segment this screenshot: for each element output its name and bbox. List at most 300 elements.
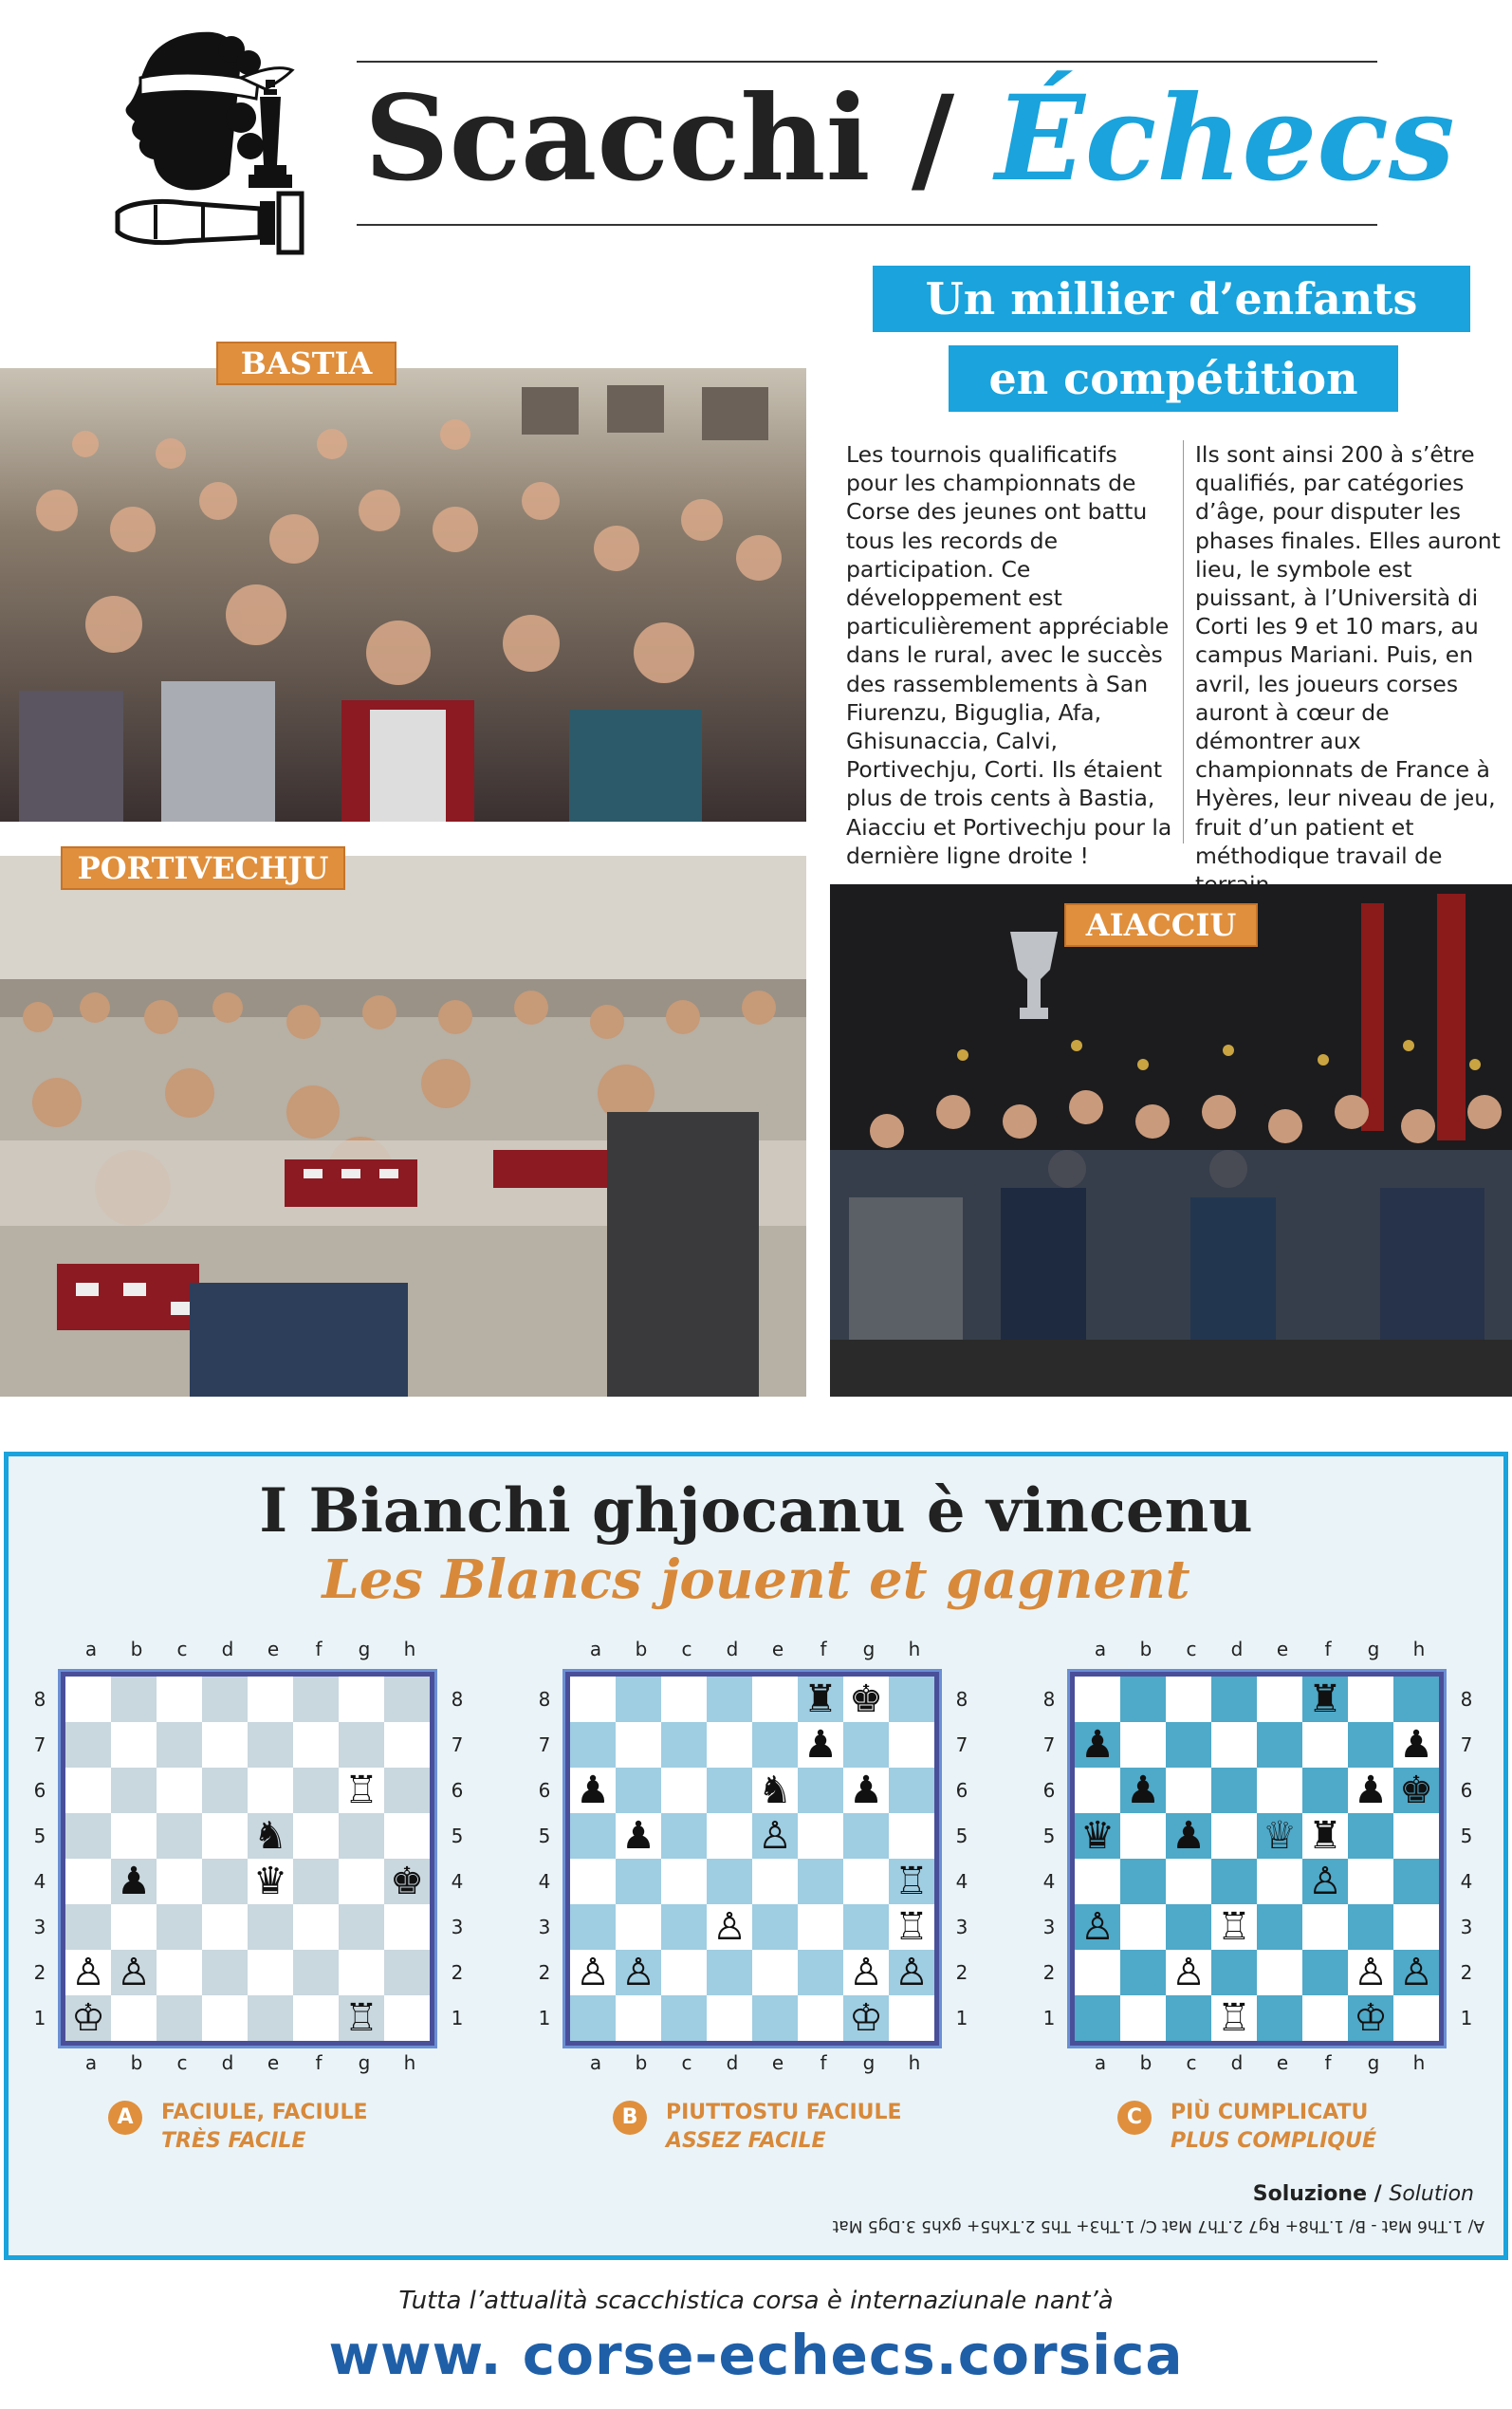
board-square: [339, 1813, 384, 1859]
solution-text-upside-down: A/ 1.Th6 Mat - B/ 1.Th8+ Rg7 2.Th7 Mat C/ 1.Th3+ Th5 2.Txh5+ gxh5 3.Dg5 Mat: [832, 2216, 1484, 2235]
chess-piece-f7: ♟: [798, 1722, 843, 1768]
board-square: [1120, 1950, 1166, 1995]
board-square: [1120, 1995, 1166, 2041]
solution-title-italic: Solution: [1389, 2182, 1474, 2206]
aiacciu-trophies-image: [830, 884, 1512, 1397]
chess-piece-e5: ♕: [1257, 1813, 1302, 1859]
board-square: [1120, 1677, 1166, 1722]
file-label: e: [267, 1638, 280, 1660]
rank-label: 1: [33, 2007, 46, 2029]
board-square: [339, 1722, 384, 1768]
file-label: d: [221, 1638, 234, 1660]
board-square: [248, 1904, 293, 1950]
chess-piece-a2: ♙: [65, 1950, 111, 1995]
board-square: [707, 1677, 752, 1722]
board-square: [293, 1995, 339, 2041]
board-square: [157, 1950, 202, 1995]
rank-label: 2: [451, 1961, 464, 1984]
chess-piece-c5: ♟: [1166, 1813, 1211, 1859]
chess-piece-e5: ♞: [248, 1813, 293, 1859]
board-square: [202, 1904, 248, 1950]
rank-label: 4: [33, 1870, 46, 1893]
title-italian: Scacchi /: [364, 70, 955, 208]
board-square: [202, 1677, 248, 1722]
rank-label: 1: [955, 2007, 968, 2029]
rank-label: 8: [1042, 1688, 1056, 1711]
puzzle-subtitle: Les Blancs jouent et gagnent: [322, 1548, 1190, 1611]
file-label: b: [1139, 1638, 1152, 1660]
file-label: b: [130, 2051, 143, 2074]
board-square: [889, 1722, 934, 1768]
rank-label: 6: [1042, 1779, 1056, 1802]
column-divider: [1183, 440, 1184, 843]
difficulty-french: PLUS COMPLIQUÉ: [1171, 2129, 1376, 2153]
board-square: [707, 1722, 752, 1768]
file-label: b: [635, 1638, 648, 1660]
file-label: g: [358, 2051, 371, 2074]
board-square: [1393, 1677, 1439, 1722]
difficulty-badge: C: [1117, 2101, 1152, 2135]
file-label: g: [1367, 2051, 1380, 2074]
board-square: [293, 1768, 339, 1813]
board-square: [248, 1722, 293, 1768]
rank-label: 5: [1460, 1825, 1473, 1847]
board-square: [157, 1722, 202, 1768]
board-square: [339, 1950, 384, 1995]
file-label: d: [1230, 2051, 1244, 2074]
photo-portivechju: [0, 856, 806, 1397]
chess-piece-g6: ♟: [1348, 1768, 1393, 1813]
file-label: g: [862, 2051, 876, 2074]
board-square: [339, 1904, 384, 1950]
rank-label: 1: [451, 2007, 464, 2029]
board-square: [889, 1813, 934, 1859]
board-square: [293, 1677, 339, 1722]
board-square: [202, 1859, 248, 1904]
chess-piece-h2: ♙: [889, 1950, 934, 1995]
board-square: [798, 1995, 843, 2041]
board-square: [843, 1722, 889, 1768]
board-square: [111, 1677, 157, 1722]
board-square: [1211, 1677, 1257, 1722]
file-label: d: [726, 2051, 739, 2074]
rank-label: 6: [955, 1779, 968, 1802]
file-label: g: [358, 1638, 371, 1660]
chess-piece-f8: ♜: [1302, 1677, 1348, 1722]
board-square: [1120, 1813, 1166, 1859]
difficulty-italian: PIUTTOSTU FACIULE: [666, 2101, 902, 2124]
board-square: [1075, 1859, 1120, 1904]
board-square: [1166, 1995, 1211, 2041]
chess-piece-g1: ♖: [339, 1995, 384, 2041]
board-square: [843, 1813, 889, 1859]
board-square: [661, 1677, 707, 1722]
board-square: [384, 1950, 430, 1995]
board-square: [570, 1722, 616, 1768]
board-square: [1075, 1995, 1120, 2041]
rank-label: 4: [955, 1870, 968, 1893]
board-square: [661, 1995, 707, 2041]
board-square: [1166, 1904, 1211, 1950]
rank-label: 6: [33, 1779, 46, 1802]
rank-label: 2: [1042, 1961, 1056, 1984]
board-square: [1166, 1722, 1211, 1768]
rank-label: 8: [1460, 1688, 1473, 1711]
file-label: a: [1094, 2051, 1107, 2074]
board-square: [384, 1995, 430, 2041]
file-label: f: [315, 2051, 323, 2074]
footer-website-link[interactable]: www. corse-echecs.corsica: [328, 2323, 1184, 2387]
board-square: [616, 1768, 661, 1813]
chess-piece-a5: ♛: [1075, 1813, 1120, 1859]
board-square: [339, 1859, 384, 1904]
chess-piece-b5: ♟: [616, 1813, 661, 1859]
rank-label: 2: [955, 1961, 968, 1984]
file-label: h: [403, 1638, 416, 1660]
board-square: [1166, 1859, 1211, 1904]
board-square: [65, 1859, 111, 1904]
rank-label: 5: [955, 1825, 968, 1847]
chess-piece-g1: ♔: [1348, 1995, 1393, 2041]
board-square: [1302, 1995, 1348, 2041]
rank-label: 6: [1460, 1779, 1473, 1802]
chess-piece-g2: ♙: [1348, 1950, 1393, 1995]
file-label: h: [1412, 2051, 1426, 2074]
rank-label: 8: [451, 1688, 464, 1711]
board-square: [1348, 1722, 1393, 1768]
file-label: c: [681, 2051, 692, 2074]
corsica-chess-logo: [99, 23, 319, 258]
board-square: [157, 1859, 202, 1904]
bastia-crowd-image: [0, 368, 806, 822]
chess-piece-d3: ♖: [1211, 1904, 1257, 1950]
chess-piece-d1: ♖: [1211, 1995, 1257, 2041]
board-square: [843, 1904, 889, 1950]
file-label: c: [681, 1638, 692, 1660]
board-square: [1393, 1995, 1439, 2041]
board-square: [1257, 1950, 1302, 1995]
file-label: b: [635, 2051, 648, 2074]
file-label: h: [1412, 1638, 1426, 1660]
chess-piece-a6: ♟: [570, 1768, 616, 1813]
chess-piece-a7: ♟: [1075, 1722, 1120, 1768]
tag-bastia: BASTIA: [216, 342, 396, 385]
board-square: [707, 1768, 752, 1813]
board-square: [111, 1995, 157, 2041]
board-square: [1211, 1813, 1257, 1859]
rank-label: 6: [538, 1779, 551, 1802]
chess-piece-g1: ♔: [843, 1995, 889, 2041]
rank-label: 5: [538, 1825, 551, 1847]
board-square: [65, 1768, 111, 1813]
difficulty-french: ASSEZ FACILE: [666, 2129, 826, 2153]
puzzle-title: I Bianchi ghjocanu è vincenu: [259, 1475, 1253, 1547]
board-square: [1348, 1813, 1393, 1859]
rank-label: 1: [538, 2007, 551, 2029]
board-square: [248, 1950, 293, 1995]
board-square: [707, 1859, 752, 1904]
board-square: [798, 1859, 843, 1904]
difficulty-french: TRÈS FACILE: [161, 2129, 306, 2153]
board-square: [752, 1722, 798, 1768]
chess-piece-b2: ♙: [111, 1950, 157, 1995]
board-square: [248, 1995, 293, 2041]
board-square: [1166, 1677, 1211, 1722]
chess-piece-g8: ♚: [843, 1677, 889, 1722]
board-square: [157, 1768, 202, 1813]
board-square: [202, 1813, 248, 1859]
board-square: [707, 1950, 752, 1995]
chess-piece-b4: ♟: [111, 1859, 157, 1904]
board-square: [1075, 1677, 1120, 1722]
file-label: g: [1367, 1638, 1380, 1660]
rank-label: 7: [955, 1733, 968, 1756]
chess-piece-g6: ♖: [339, 1768, 384, 1813]
board-square: [661, 1904, 707, 1950]
board-square: [707, 1813, 752, 1859]
rank-label: 5: [1042, 1825, 1056, 1847]
board-square: [616, 1722, 661, 1768]
chess-piece-f5: ♜: [1302, 1813, 1348, 1859]
board-square: [202, 1995, 248, 2041]
chess-piece-f4: ♙: [1302, 1859, 1348, 1904]
board-square: [384, 1677, 430, 1722]
file-label: f: [315, 1638, 323, 1660]
board-square: [570, 1904, 616, 1950]
board-square: [293, 1950, 339, 1995]
file-label: e: [771, 2051, 784, 2074]
file-label: f: [1324, 2051, 1332, 2074]
file-label: b: [130, 1638, 143, 1660]
portivechju-tournament-image: [0, 856, 806, 1397]
board-square: [616, 1904, 661, 1950]
board-square: [1075, 1950, 1120, 1995]
rank-label: 7: [451, 1733, 464, 1756]
chess-board-a: [61, 1672, 434, 2046]
rank-label: 3: [955, 1916, 968, 1938]
page-title: [364, 68, 1455, 211]
difficulty-italian: PIÙ CUMPLICATU: [1171, 2101, 1369, 2124]
rank-label: 1: [1042, 2007, 1056, 2029]
file-label: c: [1186, 1638, 1197, 1660]
board-square: [1257, 1995, 1302, 2041]
file-label: a: [84, 2051, 98, 2074]
board-square: [1211, 1722, 1257, 1768]
rank-label: 3: [1460, 1916, 1473, 1938]
board-square: [1302, 1950, 1348, 1995]
moor-head-chess-icon: [99, 23, 319, 258]
file-label: e: [771, 1638, 784, 1660]
board-square: [202, 1722, 248, 1768]
board-square: [65, 1813, 111, 1859]
file-label: h: [403, 2051, 416, 2074]
rank-label: 7: [538, 1733, 551, 1756]
rank-label: 2: [538, 1961, 551, 1984]
board-square: [661, 1859, 707, 1904]
board-square: [707, 1995, 752, 2041]
chess-piece-g2: ♙: [843, 1950, 889, 1995]
chess-board-b: [565, 1672, 939, 2046]
rank-label: 8: [955, 1688, 968, 1711]
board-square: [752, 1904, 798, 1950]
file-label: e: [1276, 1638, 1289, 1660]
board-square: [1211, 1859, 1257, 1904]
rank-label: 5: [33, 1825, 46, 1847]
board-square: [616, 1677, 661, 1722]
rank-label: 8: [33, 1688, 46, 1711]
file-label: d: [726, 1638, 739, 1660]
board-square: [1257, 1768, 1302, 1813]
rank-label: 3: [451, 1916, 464, 1938]
board-square: [889, 1995, 934, 2041]
board-square: [1120, 1722, 1166, 1768]
rank-label: 1: [1460, 2007, 1473, 2029]
board-square: [1348, 1859, 1393, 1904]
chess-piece-g6: ♟: [843, 1768, 889, 1813]
board-square: [570, 1995, 616, 2041]
chess-piece-h4: ♖: [889, 1859, 934, 1904]
file-label: h: [908, 1638, 921, 1660]
rank-label: 7: [1460, 1733, 1473, 1756]
board-square: [384, 1768, 430, 1813]
board-square: [1302, 1722, 1348, 1768]
board-square: [1302, 1768, 1348, 1813]
file-label: d: [221, 2051, 234, 2074]
rank-label: 3: [33, 1916, 46, 1938]
file-label: b: [1139, 2051, 1152, 2074]
file-label: a: [589, 2051, 602, 2074]
board-square: [889, 1768, 934, 1813]
board-square: [202, 1950, 248, 1995]
board-square: [157, 1904, 202, 1950]
board-square: [1257, 1722, 1302, 1768]
rank-label: 4: [451, 1870, 464, 1893]
chess-piece-h7: ♟: [1393, 1722, 1439, 1768]
tag-aiacciu: AIACCIU: [1064, 903, 1258, 947]
board-square: [798, 1950, 843, 1995]
photo-aiacciu: [830, 884, 1512, 1397]
file-label: c: [176, 2051, 188, 2074]
board-square: [1075, 1768, 1120, 1813]
chess-piece-h3: ♖: [889, 1904, 934, 1950]
file-label: a: [1094, 1638, 1107, 1660]
board-square: [1348, 1904, 1393, 1950]
board-square: [111, 1768, 157, 1813]
board-square: [752, 1859, 798, 1904]
rank-label: 8: [538, 1688, 551, 1711]
file-label: f: [820, 2051, 827, 2074]
file-label: f: [1324, 1638, 1332, 1660]
rank-label: 5: [451, 1825, 464, 1847]
file-label: e: [1276, 2051, 1289, 2074]
header-rule-bottom: [357, 224, 1377, 226]
board-square: [1302, 1904, 1348, 1950]
header-rule-top: [357, 61, 1377, 63]
board-square: [616, 1995, 661, 2041]
board-square: [65, 1904, 111, 1950]
board-square: [157, 1813, 202, 1859]
chess-piece-e5: ♙: [752, 1813, 798, 1859]
chess-piece-f8: ♜: [798, 1677, 843, 1722]
board-square: [752, 1950, 798, 1995]
rank-label: 4: [1460, 1870, 1473, 1893]
board-square: [65, 1722, 111, 1768]
file-label: e: [267, 2051, 280, 2074]
board-square: [1393, 1859, 1439, 1904]
tag-portivechju: PORTIVECHJU: [61, 846, 345, 890]
footer-tagline: Tutta l’attualità scacchistica corsa è internaziunale nant’à: [398, 2287, 1114, 2315]
chess-piece-a1: ♔: [65, 1995, 111, 2041]
rank-label: 7: [1042, 1733, 1056, 1756]
chess-piece-e6: ♞: [752, 1768, 798, 1813]
board-square: [1166, 1768, 1211, 1813]
board-square: [293, 1904, 339, 1950]
board-square: [1211, 1768, 1257, 1813]
board-square: [661, 1722, 707, 1768]
file-label: h: [908, 2051, 921, 2074]
board-square: [1120, 1859, 1166, 1904]
board-square: [248, 1677, 293, 1722]
file-label: a: [84, 1638, 98, 1660]
board-square: [661, 1950, 707, 1995]
board-square: [661, 1813, 707, 1859]
file-label: f: [820, 1638, 827, 1660]
chess-piece-h6: ♚: [1393, 1768, 1439, 1813]
board-square: [157, 1995, 202, 2041]
board-square: [616, 1859, 661, 1904]
headline-line-1: Un millier d’enfants: [873, 266, 1470, 332]
chess-board-c: [1070, 1672, 1444, 2046]
board-square: [111, 1813, 157, 1859]
board-square: [843, 1859, 889, 1904]
difficulty-badge: B: [613, 2101, 647, 2135]
board-square: [248, 1768, 293, 1813]
board-square: [661, 1768, 707, 1813]
rank-label: 6: [451, 1779, 464, 1802]
chess-piece-h4: ♚: [384, 1859, 430, 1904]
difficulty-italian: FACIULE, FACIULE: [161, 2101, 368, 2124]
chess-piece-a2: ♙: [570, 1950, 616, 1995]
chess-piece-b6: ♟: [1120, 1768, 1166, 1813]
board-square: [798, 1768, 843, 1813]
article-column-1: Les tournois qualificatifs pour les championnats de Corse des jeunes ont battu tous les records de participation. Ce développement est particulièrement appréciable dans le rural, avec le succès des rassemblements à San Fiurenzu, Biguglia, Afa, Ghisunaccia, Calvi, Portivechju, Corti. Ils étaient plus de trois cents à Bastia, Aiacciu et Portivechju pour la dernière ligne droite !: [846, 441, 1172, 869]
board-square: [1393, 1904, 1439, 1950]
board-square: [293, 1722, 339, 1768]
board-square: [889, 1677, 934, 1722]
chess-piece-c2: ♙: [1166, 1950, 1211, 1995]
board-square: [339, 1677, 384, 1722]
board-square: [798, 1813, 843, 1859]
board-square: [384, 1904, 430, 1950]
board-square: [157, 1677, 202, 1722]
rank-label: 7: [33, 1733, 46, 1756]
rank-label: 2: [1460, 1961, 1473, 1984]
chess-piece-d3: ♙: [707, 1904, 752, 1950]
board-square: [570, 1677, 616, 1722]
chess-piece-h2: ♙: [1393, 1950, 1439, 1995]
board-square: [1257, 1677, 1302, 1722]
rank-label: 4: [1042, 1870, 1056, 1893]
board-square: [293, 1813, 339, 1859]
board-square: [1257, 1859, 1302, 1904]
board-square: [111, 1722, 157, 1768]
board-square: [1393, 1813, 1439, 1859]
file-label: c: [1186, 2051, 1197, 2074]
board-square: [570, 1859, 616, 1904]
file-label: d: [1230, 1638, 1244, 1660]
board-square: [1120, 1904, 1166, 1950]
rank-label: 2: [33, 1961, 46, 1984]
